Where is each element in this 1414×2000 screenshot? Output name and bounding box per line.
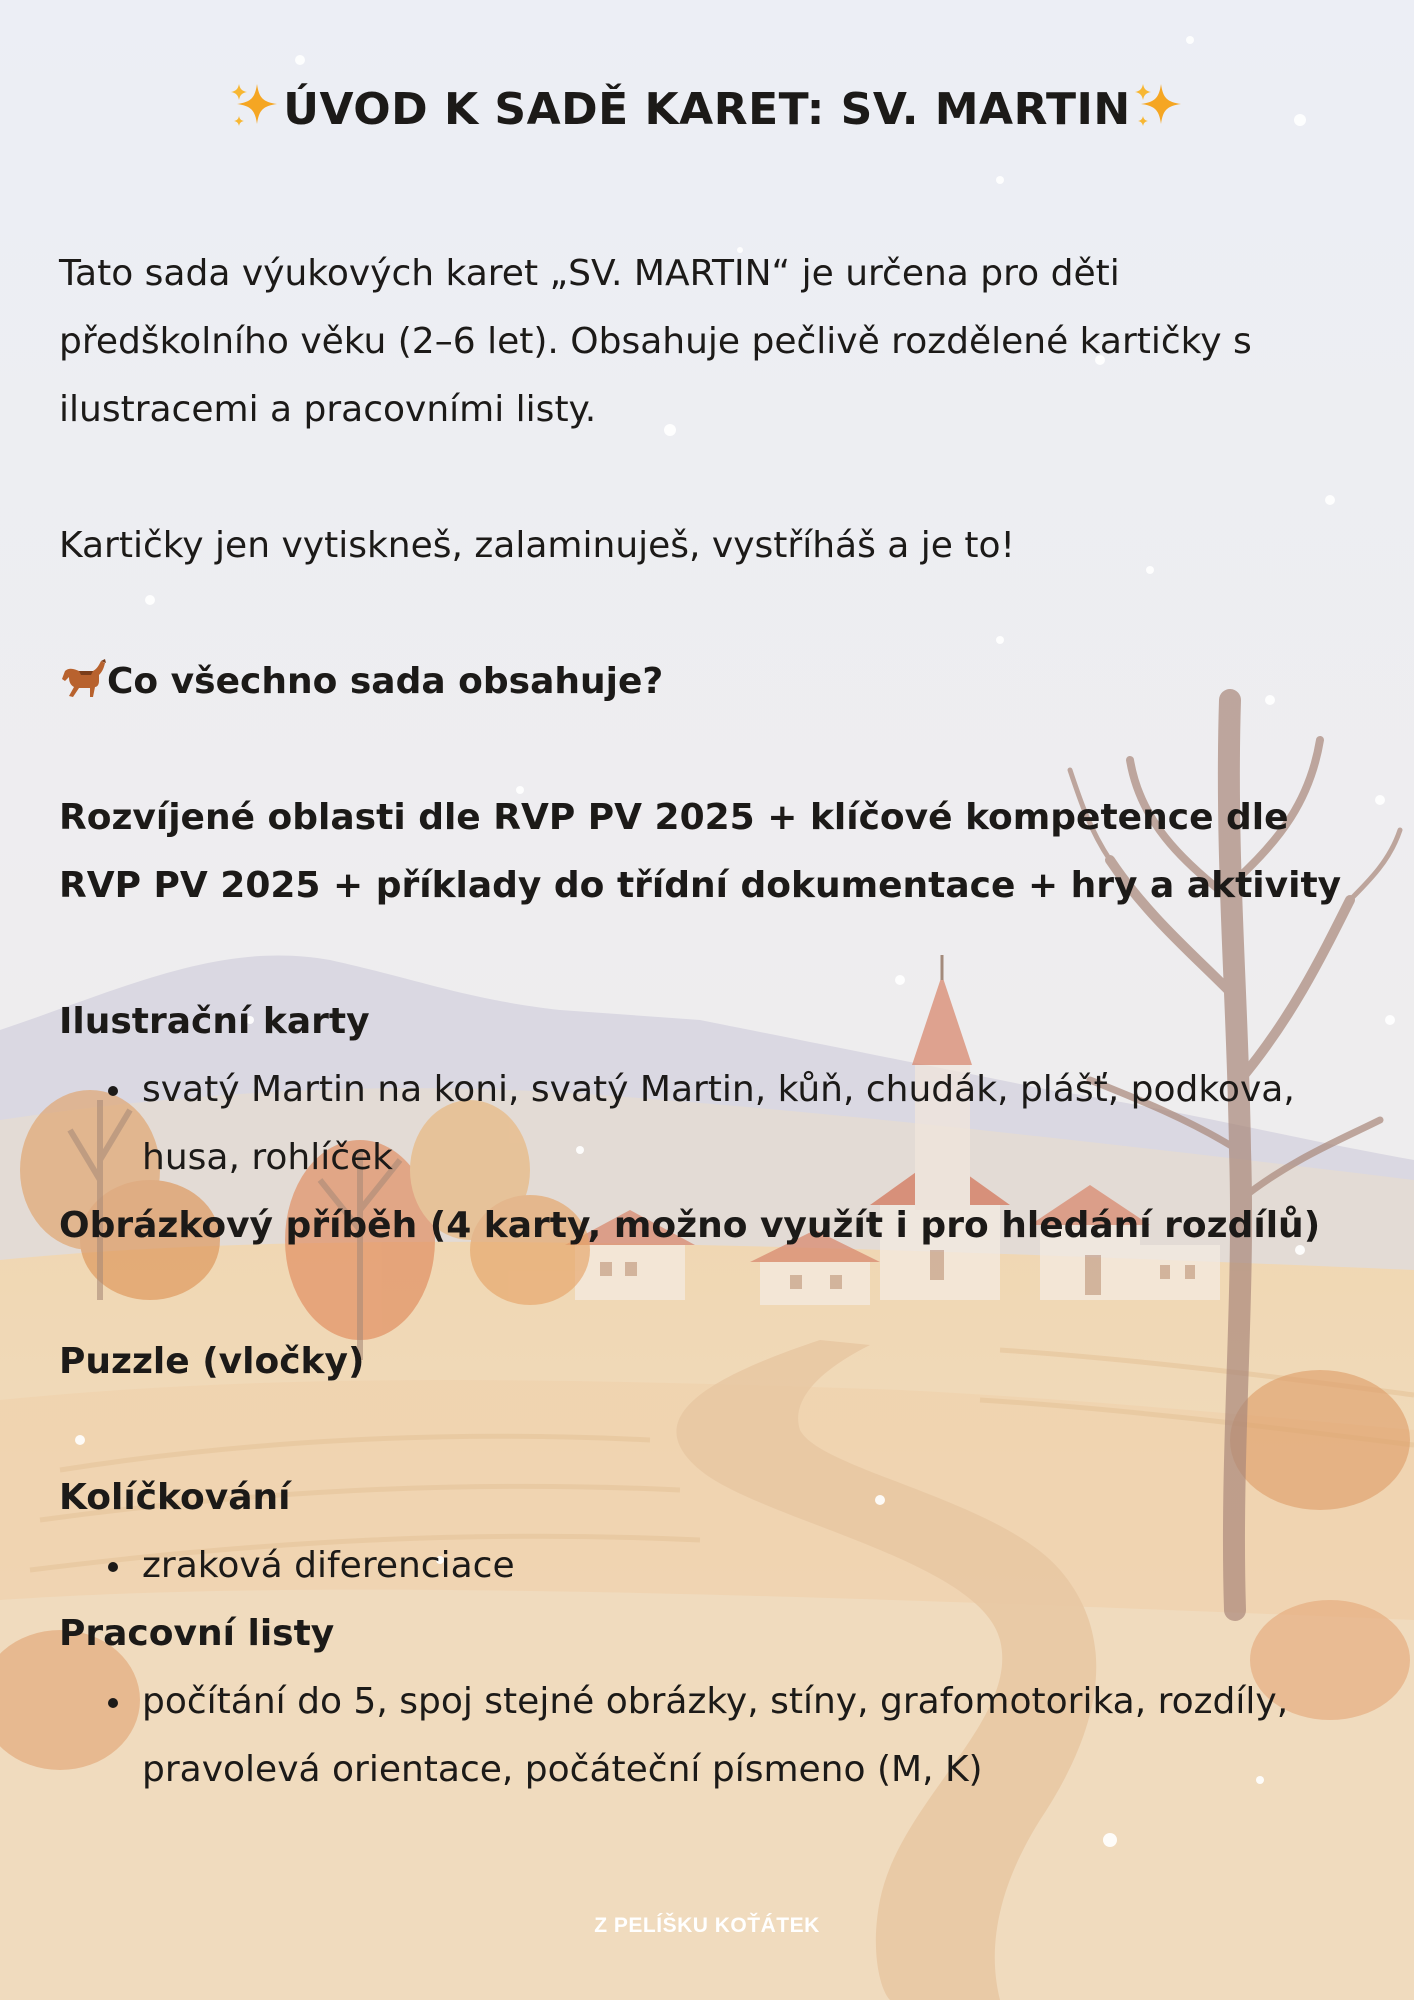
contents-heading [59,648,1359,716]
list-item: počítání do 5, spoj stejné obrázky, stíny, grafomotorika, rozdíly, pravolevá orientace, počáteční písmeno (M, K) [142,1668,1359,1804]
worksheets-list [59,1668,1359,1804]
section-heading-worksheets: Pracovní listy [59,1613,335,1654]
clothespins-list [59,1532,1359,1600]
rvp-paragraph: Rozvíjené oblasti dle RVP PV 2025 + klíčové kompetence dle RVP PV 2025 + příklady do třídní dokumentace + hry a aktivity [59,797,1342,906]
list-item: zraková diferenciace [142,1532,1359,1600]
title-text: ÚVOD K SADĚ KARET: SV. MARTIN [283,84,1131,135]
illustration-cards-list [59,1056,1359,1192]
horse-icon [59,657,107,701]
footer-brand: Z PELÍŠKU KOŤÁTEK [594,1914,820,1937]
intro-paragraph: Tato sada výukových karet „SV. MARTIN“ je určena pro děti předškolního věku (2–6 let). Obsahuje pečlivě rozdělené kartičky s ilustracemi a pracovními listy. [59,253,1252,430]
instructions-paragraph: Kartičky jen vytiskneš, zalaminuješ, vystříháš a je to! [59,525,1015,566]
section-heading-illustration-cards: Ilustrační karty [59,1001,370,1042]
contents-heading-text: Co všechno sada obsahuje? [107,661,664,702]
sparkles-icon [227,78,283,134]
list-item: svatý Martin na koni, svatý Martin, kůň, chudák, plášť, podkova, husa, rohlíček [142,1056,1359,1192]
page-title [0,78,1414,135]
section-heading-picture-story: Obrázkový příběh (4 karty, možno využít i pro hledání rozdílů) [59,1205,1321,1246]
sparkles-icon [1131,78,1187,134]
content [59,240,1359,1804]
section-heading-clothespins: Kolíčkování [59,1477,291,1518]
section-heading-puzzle: Puzzle (vločky) [59,1341,365,1382]
